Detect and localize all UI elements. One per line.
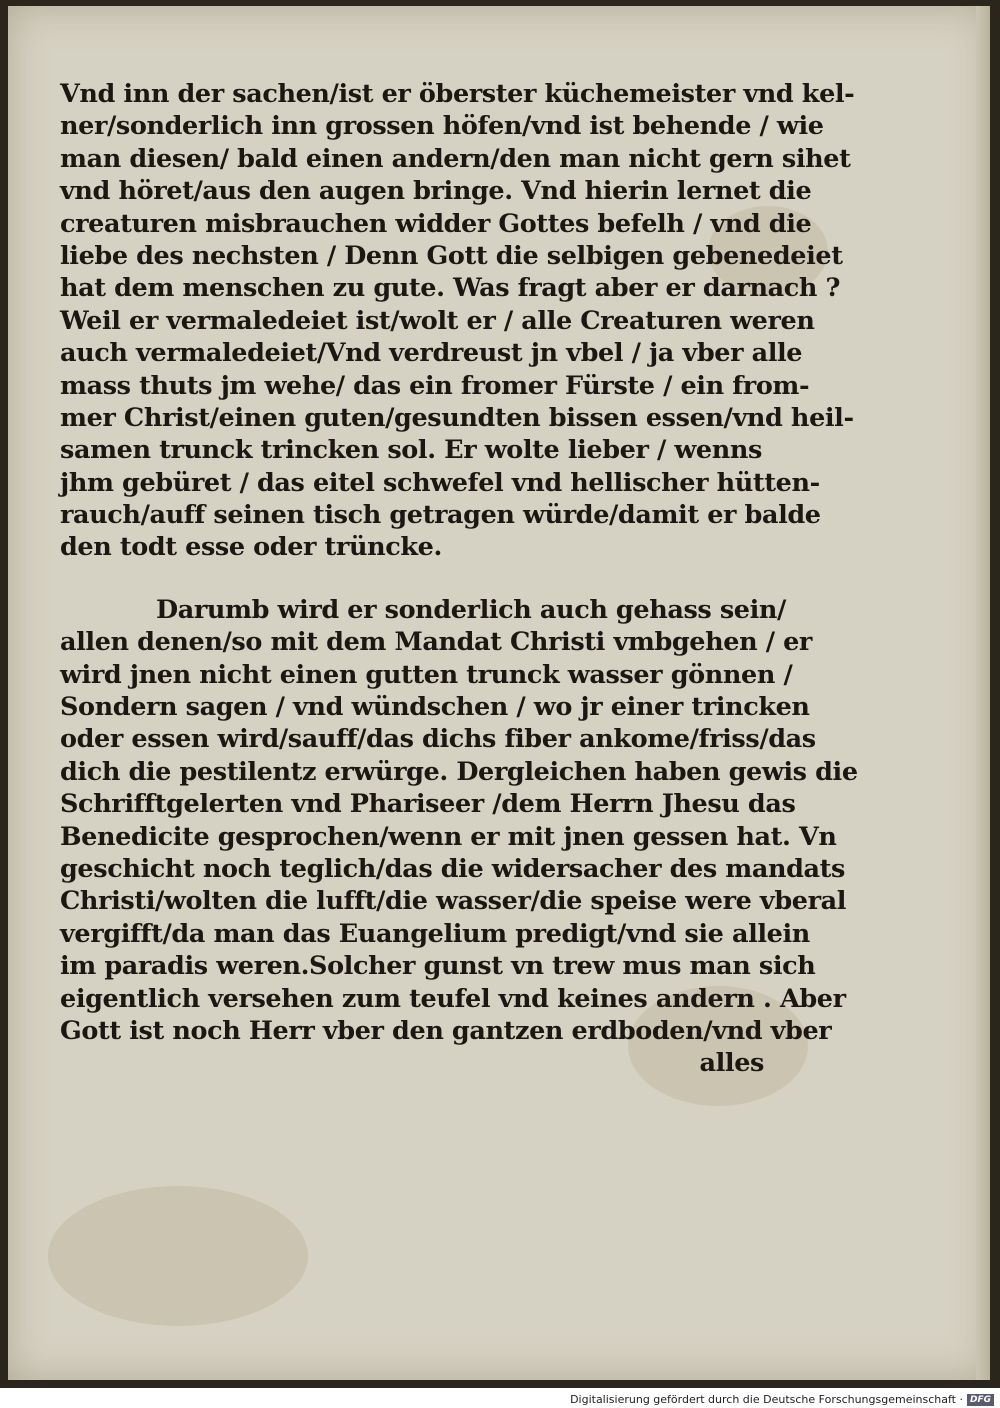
text-line: jhm gebüret / das eitel schwefel vnd hellischer hütten- [60, 467, 820, 498]
text-line: Benedicite gesprochen/wenn er mit jnen gessen hat. Vn [60, 821, 837, 852]
text-line: vnd höret/aus den augen bringe. Vnd hierin lernet die [60, 176, 812, 207]
text-line: creaturen misbrauchen widder Gottes befelh / vnd die [60, 208, 812, 239]
footer-credit [570, 1393, 994, 1406]
paragraph-gap [60, 564, 770, 594]
text-line: Schrifftgelerten vnd Phariseer /dem Herrn Jhesu das [60, 789, 796, 820]
paragraph-2 [60, 594, 858, 1047]
text-line: mer Christ/einen guten/gesundten bissen essen/vnd heil- [60, 402, 854, 433]
text-line: liebe des nechsten / Denn Gott die selbigen gebenedeiet [60, 240, 843, 271]
text-line: Sondern sagen / vnd wündschen / wo jr einer trincken [60, 692, 810, 723]
text-line: man diesen/ bald einen andern/den man nicht gern sihet [60, 143, 851, 174]
text-line: allen denen/so mit dem Mandat Christi vmbgehen / er [60, 627, 812, 658]
paper-stain [48, 1186, 308, 1326]
text-line: hat dem menschen zu gute. Was fragt aber er darnach ? [60, 273, 841, 304]
text-line: vergifft/da man das Euangelium predigt/vnd sie allein [60, 918, 810, 949]
text-line: Vnd inn der sachen/ist er öberster küchemeister vnd kel- [60, 79, 855, 109]
text-line: Christi/wolten die lufft/die wasser/die speise were vberal [60, 886, 847, 917]
text-block [60, 78, 858, 1080]
book-page [8, 6, 990, 1380]
text-line: Gott ist noch Herr vber den gantzen erdboden/vnd vber [60, 1015, 832, 1046]
paragraph-1 [60, 78, 855, 564]
text-line: rauch/auff seinen tisch getragen würde/damit er balde [60, 500, 821, 531]
text-line: wird jnen nicht einen gutten trunck wasser gönnen / [60, 659, 793, 690]
text-line: ner/sonderlich inn grossen höfen/vnd ist behende / wie [60, 111, 824, 142]
catchword: alles [699, 1048, 764, 1079]
text-line: geschicht noch teglich/das die widersacher des mandats [60, 853, 845, 884]
text-line: Darumb wird er sonderlich auch gehass sein/ [156, 594, 786, 625]
footer-text: Digitalisierung gefördert durch die Deutsche Forschungsgemeinschaft · [570, 1393, 963, 1406]
text-line: im paradis weren.Solcher gunst vn trew mus man sich [60, 951, 816, 982]
text-line: den todt esse oder trüncke. [60, 532, 442, 563]
text-line: dich die pestilentz erwürge. Dergleichen haben gewis die [60, 756, 858, 787]
dfg-logo: DFG [967, 1394, 994, 1406]
text-line: auch vermaledeiet/Vnd verdreust jn vbel / ja vber alle [60, 338, 803, 369]
page-edge [976, 6, 990, 1380]
text-line: samen trunck trincken sol. Er wolte lieber / wenns [60, 435, 762, 466]
text-line: Weil er vermaledeiet ist/wolt er / alle Creaturen weren [60, 305, 815, 336]
text-line: mass thuts jm wehe/ das ein fromer Fürste / ein from- [60, 370, 810, 401]
text-line: oder essen wird/sauff/das dichs fiber ankome/friss/das [60, 724, 816, 755]
text-line: eigentlich versehen zum teufel vnd keines andern . Aber [60, 983, 846, 1014]
